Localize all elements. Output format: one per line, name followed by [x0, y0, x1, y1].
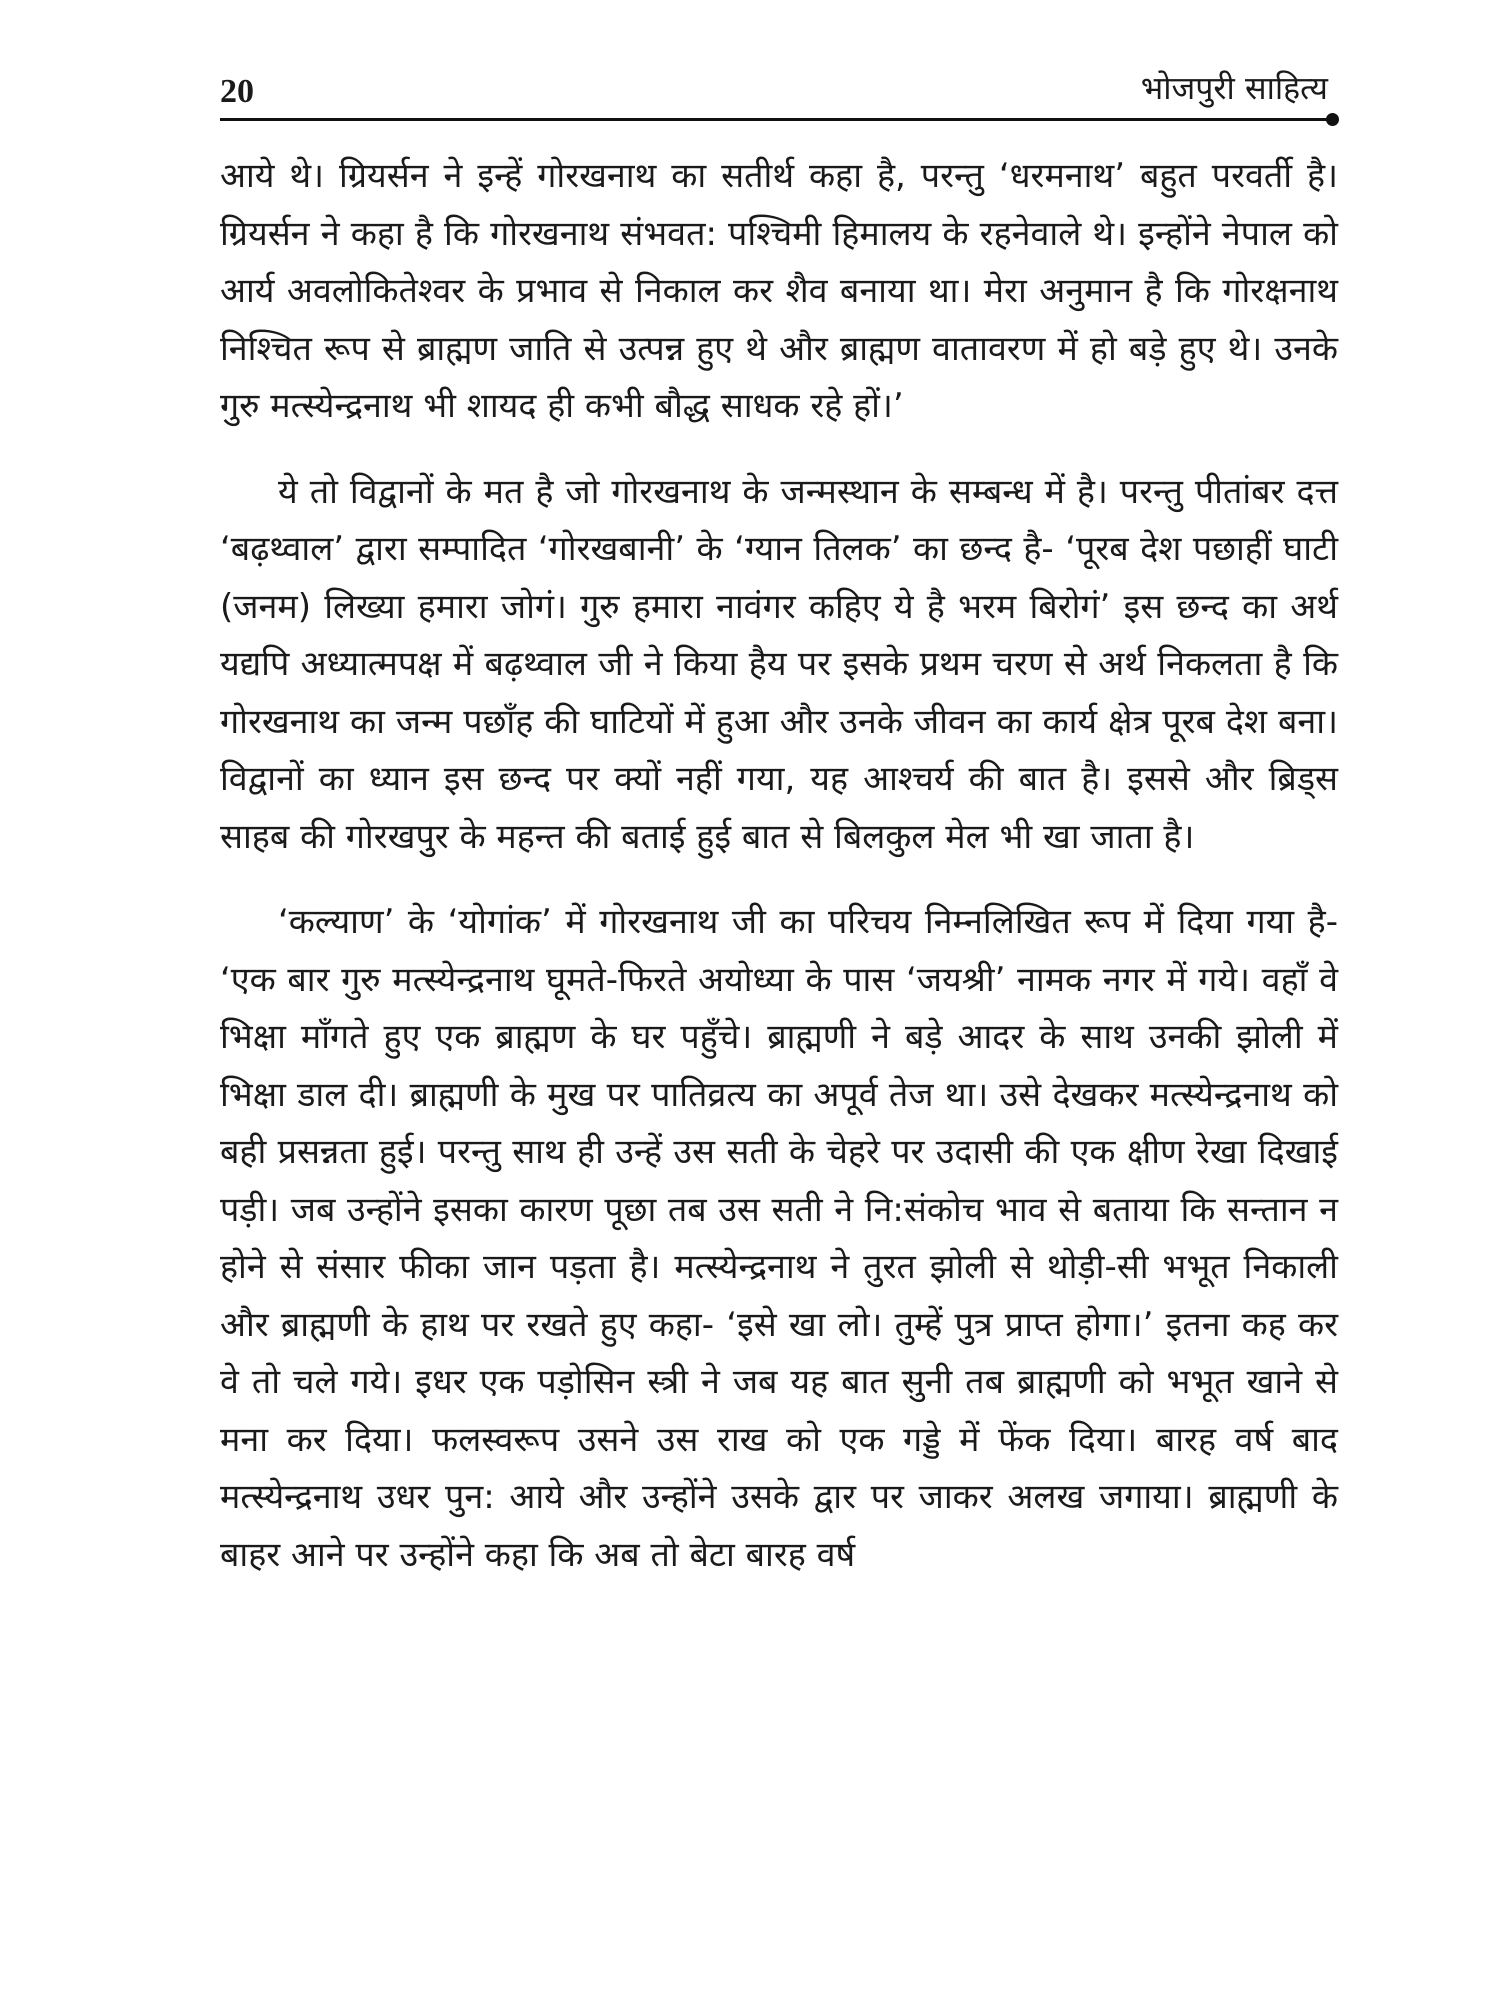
header-rule-dot [1326, 113, 1339, 126]
header-rule [220, 118, 1332, 121]
paragraph-continuation: आये थे। ग्रियर्सन ने इन्हें गोरखनाथ का सतीर्थ कहा है, परन्तु ‘धरमनाथ’ बहुत परवर्ती है। ग्रियर्सन ने कहा है कि गोरखनाथ संभवत: पश्चिमी हिमालय के रहनेवाले थे। इन्होंने नेपाल को आर्य अवलोकितेश्वर के प्रभाव से निकाल कर शैव बनाया था। मेरा अनुमान है कि गोरक्षनाथ निश्चित रूप से ब्राह्मण जाति से उत्पन्न हुए थे और ब्राह्मण वातावरण में हो बड़े हुए थे। उनके गुरु मत्स्येन्द्रनाथ भी शायद ही कभी बौद्ध साधक रहे हों।’ [220, 156, 1338, 426]
page-header [220, 62, 1338, 118]
paragraph-kalyan: ‘कल्याण’ के ‘योगांक’ में गोरखनाथ जी का परिचय निम्नलिखित रूप में दिया गया है- ‘एक बार गुरु मत्स्येन्द्रनाथ घूमते-फिरते अयोध्या के पास ‘जयश्री’ नामक नगर में गये। वहाँ वे भिक्षा माँगते हुए एक ब्राह्मण के घर पहुँचे। ब्राह्मणी ने बड़े आदर के साथ उनकी झोली में भिक्षा डाल दी। ब्राह्मणी के मुख पर पातिव्रत्य का अपूर्व तेज था। उसे देखकर मत्स्येन्द्रनाथ को बही प्रसन्नता हुई। परन्तु साथ ही उन्हें उस सती के चेहरे पर उदासी की एक क्षीण रेखा दिखाई पड़ी। जब उन्होंने इसका कारण पूछा तब उस सती ने नि:संकोच भाव से बताया कि सन्तान न होने से संसार फीका जान पड़ता है। मत्स्येन्द्रनाथ ने तुरत झोली से थोड़ी-सी भभूत निकाली और ब्राह्मणी के हाथ पर रखते हुए कहा- ‘इसे खा लो। तुम्हें पुत्र प्राप्त होगा।’ इतना कह कर वे तो चले गये। इधर एक पड़ोसिन स्त्री ने जब यह बात सुनी तब ब्राह्मणी को भभूत खाने से मना कर दिया। फलस्वरूप उसने उस राख को एक गड्डे में फेंक दिया। बारह वर्ष बाद मत्स्येन्द्रनाथ उधर पुन: आये और उन्होंने उसके द्वार पर जाकर अलख जगाया। ब्राह्मणी के बाहर आने पर उन्होंने कहा कि अब तो बेटा बारह वर्ष [220, 902, 1338, 1575]
running-title: भोजपुरी साहित्य [1140, 69, 1328, 107]
page-number: 20 [220, 73, 254, 110]
body-text [220, 148, 1338, 1584]
paragraph-birthplace: ये तो विद्वानों के मत है जो गोरखनाथ के जन्मस्थान के सम्बन्ध में है। परन्तु पीतांबर दत्त ‘बढ़थ्वाल’ द्वारा सम्पादित ‘गोरखबानी’ के ‘ग्यान तिलक’ का छन्द है- ‘पूरब देश पछाहीं घाटी (जनम) लिख्या हमारा जोगं। गुरु हमारा नावंगर कहिए ये है भरम बिरोगं’ इस छन्द का अर्थ यद्यपि अध्यात्मपक्ष में बढ़थ्वाल जी ने किया हैय पर इसके प्रथम चरण से अर्थ निकलता है कि गोरखनाथ का जन्म पछाँह की घाटियों में हुआ और उनके जीवन का कार्य क्षेत्र पूरब देश बना। विद्वानों का ध्यान इस छन्द पर क्यों नहीं गया, यह आश्चर्य की बात है। इससे और ब्रिड्स साहब की गोरखपुर के महन्त की बताई हुई बात से बिलकुल मेल भी खा जाता है। [220, 471, 1338, 857]
